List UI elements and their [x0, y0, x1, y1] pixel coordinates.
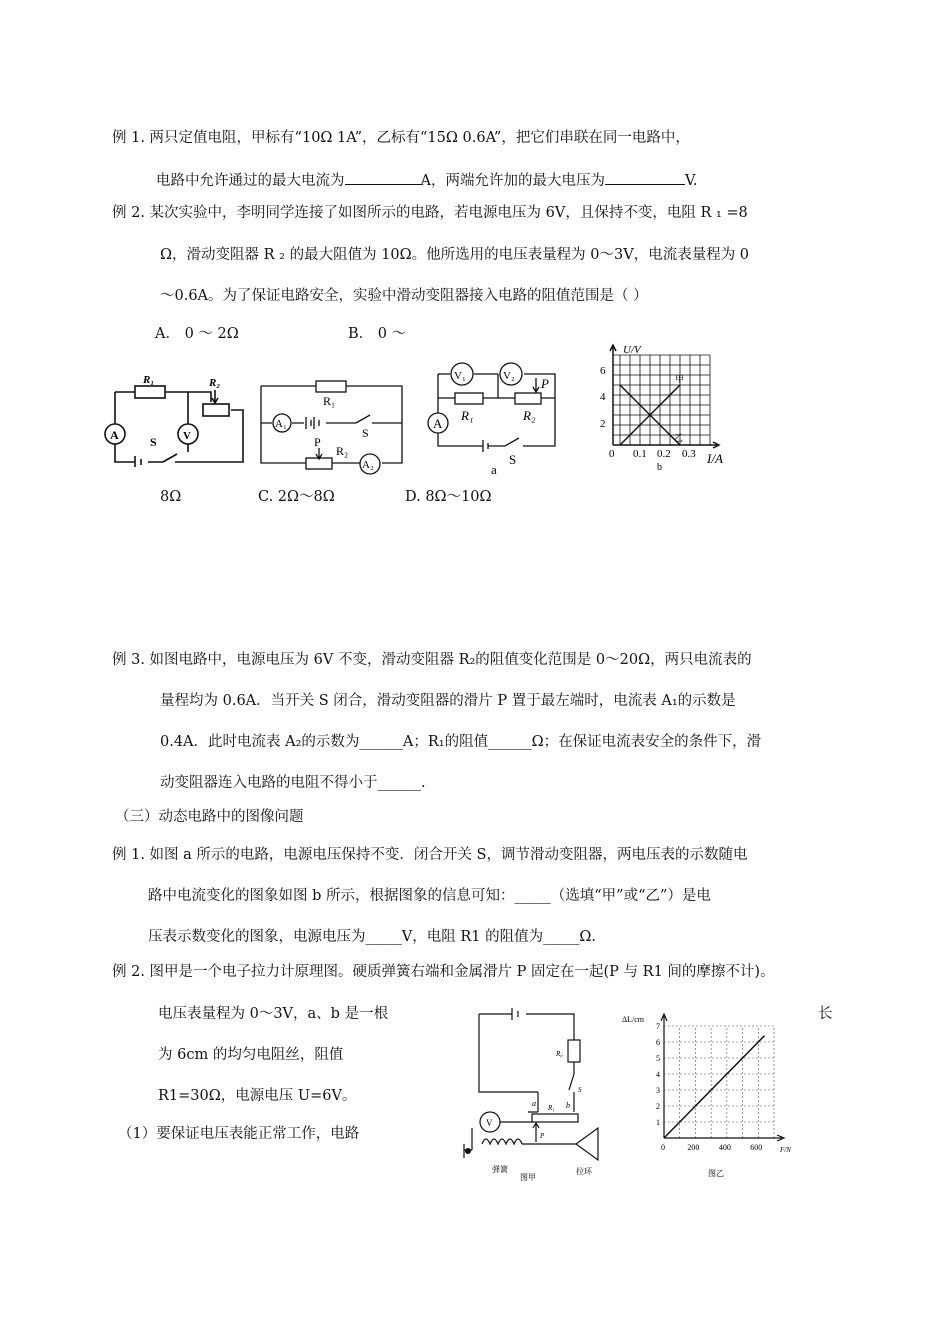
dyn2-line3: 为 6cm 的均匀电阻丝，阻值 — [158, 1047, 344, 1063]
ex2-option-b[interactable]: B． 0 ～ — [348, 326, 407, 342]
fig5-p-label: P — [540, 1132, 545, 1140]
dyn1-line1: 例 1. 如图 a 所示的电路，电源电压保持不变．闭合开关 S，调节滑动变阻器，两电压表的示数随电 — [112, 847, 748, 863]
y-tick-label: 4 — [656, 1070, 660, 1079]
fig3-v2-label: V₂ — [503, 370, 515, 382]
graph-figure-b — [595, 343, 740, 473]
circuit-figure-1 — [103, 372, 248, 467]
dyn1-line3: 压表示数变化的图象，电源电压为_____V，电阻 R1 的阻值为_____Ω. — [148, 929, 596, 945]
y-tick-label: 6 — [656, 1038, 660, 1047]
fig1-r1-label: R₁ — [143, 374, 155, 386]
x-tick-label: 400 — [718, 1143, 731, 1152]
tension-meter-figure — [452, 1002, 637, 1182]
y-tick-label: 2 — [656, 1102, 660, 1111]
fig4-caption: b — [657, 462, 662, 473]
fig4-xlabel: I/A — [707, 451, 723, 466]
fig1-voltmeter-label: V — [183, 430, 191, 442]
ex3-line2: 量程均为 0.6A．当开关 S 闭合，滑动变阻器的滑片 P 置于最左端时，电流表 A₁的示数是 — [160, 693, 736, 709]
fig4-yi-label: 乙 — [674, 433, 684, 443]
dyn2-line2-end: 长 — [818, 1006, 833, 1022]
ex2-line1: 例 2. 某次实验中，李明同学连接了如图所示的电路，若电源电压为 6V，且保持不变，电阻 R ₁ =8 — [112, 205, 748, 221]
fig3-caption: a — [491, 462, 497, 477]
ex2-line3: ～0.6A。为了保证电路安全，实验中滑动变阻器接入电路的阻值范围是（ ） — [160, 288, 648, 304]
x-axis — [664, 1135, 784, 1141]
dyn2-line4: R1=30Ω，电源电压 U=6V。 — [158, 1088, 357, 1104]
x-tick-label: 0 — [661, 1143, 665, 1152]
ex2-option-a[interactable]: A． 0 ～ 2Ω — [155, 326, 239, 342]
fig2-r1-label: R₁ — [323, 394, 336, 408]
force-extension-chart — [620, 1010, 795, 1180]
fig5-r1-label: R₁ — [548, 1104, 555, 1112]
section-heading: （三）动态电路中的图像问题 — [115, 809, 304, 825]
chart-xlabel: F/N — [780, 1146, 791, 1154]
fig4-ytick: 2 — [600, 418, 606, 430]
fig5-v-label: V — [486, 1118, 493, 1128]
fig2-a1-label: A₁ — [275, 418, 287, 430]
fig3-s-label: S — [509, 452, 517, 467]
ex2-option-b-cont: 8Ω — [160, 489, 182, 505]
ex1-line1: 例 1. 两只定值电阻，甲标有“10Ω 1A”，乙标有“15Ω 0.6A”，把它们串联在同一电路中， — [112, 130, 690, 146]
fig4-xtick: 0.3 — [682, 448, 696, 460]
dyn1-line2: 路中电流变化的图象如图 b 所示，根据图象的信息可知：_____（选填“甲”或“乙”）是电 — [148, 888, 711, 904]
ex3-line3: 0.4A．此时电流表 A₂的示数为______A；R₁的阻值______Ω；在保证电流表安全的条件下，滑 — [160, 734, 762, 750]
fig5-spring-label: 弹簧 — [492, 1165, 508, 1174]
ex2-option-c[interactable]: C. 2Ω～8Ω — [258, 489, 335, 505]
fig4-ylabel: U/V — [623, 344, 641, 356]
fig1-switch-label: S — [150, 435, 157, 449]
y-tick-label: 3 — [656, 1086, 660, 1095]
fig3-p-label: P — [541, 376, 549, 391]
fig4-xtick: 0 — [609, 448, 615, 460]
ex1-line2: 电路中允许通过的最大电流为 A，两端允许加的最大电压为 V. — [156, 170, 698, 191]
dyn2-line2: 电压表量程为 0～3V，a、b 是一根 — [158, 1006, 389, 1022]
circuit-figure-2 — [256, 378, 408, 478]
fig4-ytick: 4 — [600, 391, 606, 403]
chart-caption: 图乙 — [708, 1169, 724, 1178]
blank[interactable] — [605, 170, 685, 185]
fig5-ring-label: 拉环 — [576, 1167, 592, 1176]
ex3-line1: 例 3. 如图电路中，电源电压为 6V 不变，滑动变阻器 R₂的阻值变化范围是 0～20Ω，两只电流表的 — [112, 652, 752, 668]
ex3-line4: 动变阻器连入电路的电阻不得小于______. — [160, 775, 426, 791]
ex2-line2: Ω，滑动变阻器 R ₂ 的最大阻值为 10Ω。他所选用的电压表量程为 0～3V，电流表量程为 0 — [160, 247, 750, 263]
fig4-xtick: 0.2 — [657, 448, 671, 460]
x-tick-label: 600 — [750, 1143, 763, 1152]
fig5-caption: 图甲 — [520, 1173, 536, 1182]
fig3-ammeter-label: A — [433, 416, 443, 431]
fig2-p-label: P — [314, 435, 321, 449]
x-tick-label: 200 — [687, 1143, 700, 1152]
data-series-line — [664, 1036, 765, 1138]
fig1-ammeter-label: A — [110, 428, 119, 442]
fig2-r2-label: R₂ — [336, 444, 349, 458]
fig4-xtick: 0.1 — [633, 448, 647, 460]
y-tick-label: 7 — [656, 1022, 660, 1031]
fig5-s-label: S — [578, 1086, 582, 1094]
chart-ylabel: ΔL/cm — [622, 1015, 645, 1024]
blank[interactable] — [345, 170, 421, 185]
fig2-a2-label: A₂ — [362, 459, 374, 471]
fig3-v1-label: V₁ — [454, 370, 466, 382]
y-tick-label: 1 — [656, 1118, 660, 1127]
fig5-r0-label: R₀ — [556, 1050, 563, 1058]
y-tick-label: 5 — [656, 1054, 660, 1063]
fig5-a-label: a — [532, 1099, 536, 1108]
fig3-r1-label: R₁ — [461, 408, 474, 423]
dyn2-line1: 例 2. 图甲是一个电子拉力计原理图。硬质弹簧右端和金属滑片 P 固定在一起(P 与 R1 间的摩擦不计)。 — [112, 964, 775, 980]
fig2-s-label: S — [362, 426, 369, 440]
fig4-ytick: 6 — [600, 365, 606, 377]
y-axis — [661, 1014, 667, 1138]
dyn2-line5: （1）要保证电压表能正常工作，电路 — [118, 1126, 360, 1142]
fig5-b-label: b — [566, 1101, 570, 1110]
fig4-jia-label: 甲 — [675, 374, 685, 384]
circuit-figure-a — [425, 358, 570, 478]
fig3-r2-label: R₂ — [523, 408, 536, 423]
ex2-option-d[interactable]: D. 8Ω～10Ω — [405, 489, 492, 505]
fig1-r2-label: R₂ — [209, 377, 221, 389]
